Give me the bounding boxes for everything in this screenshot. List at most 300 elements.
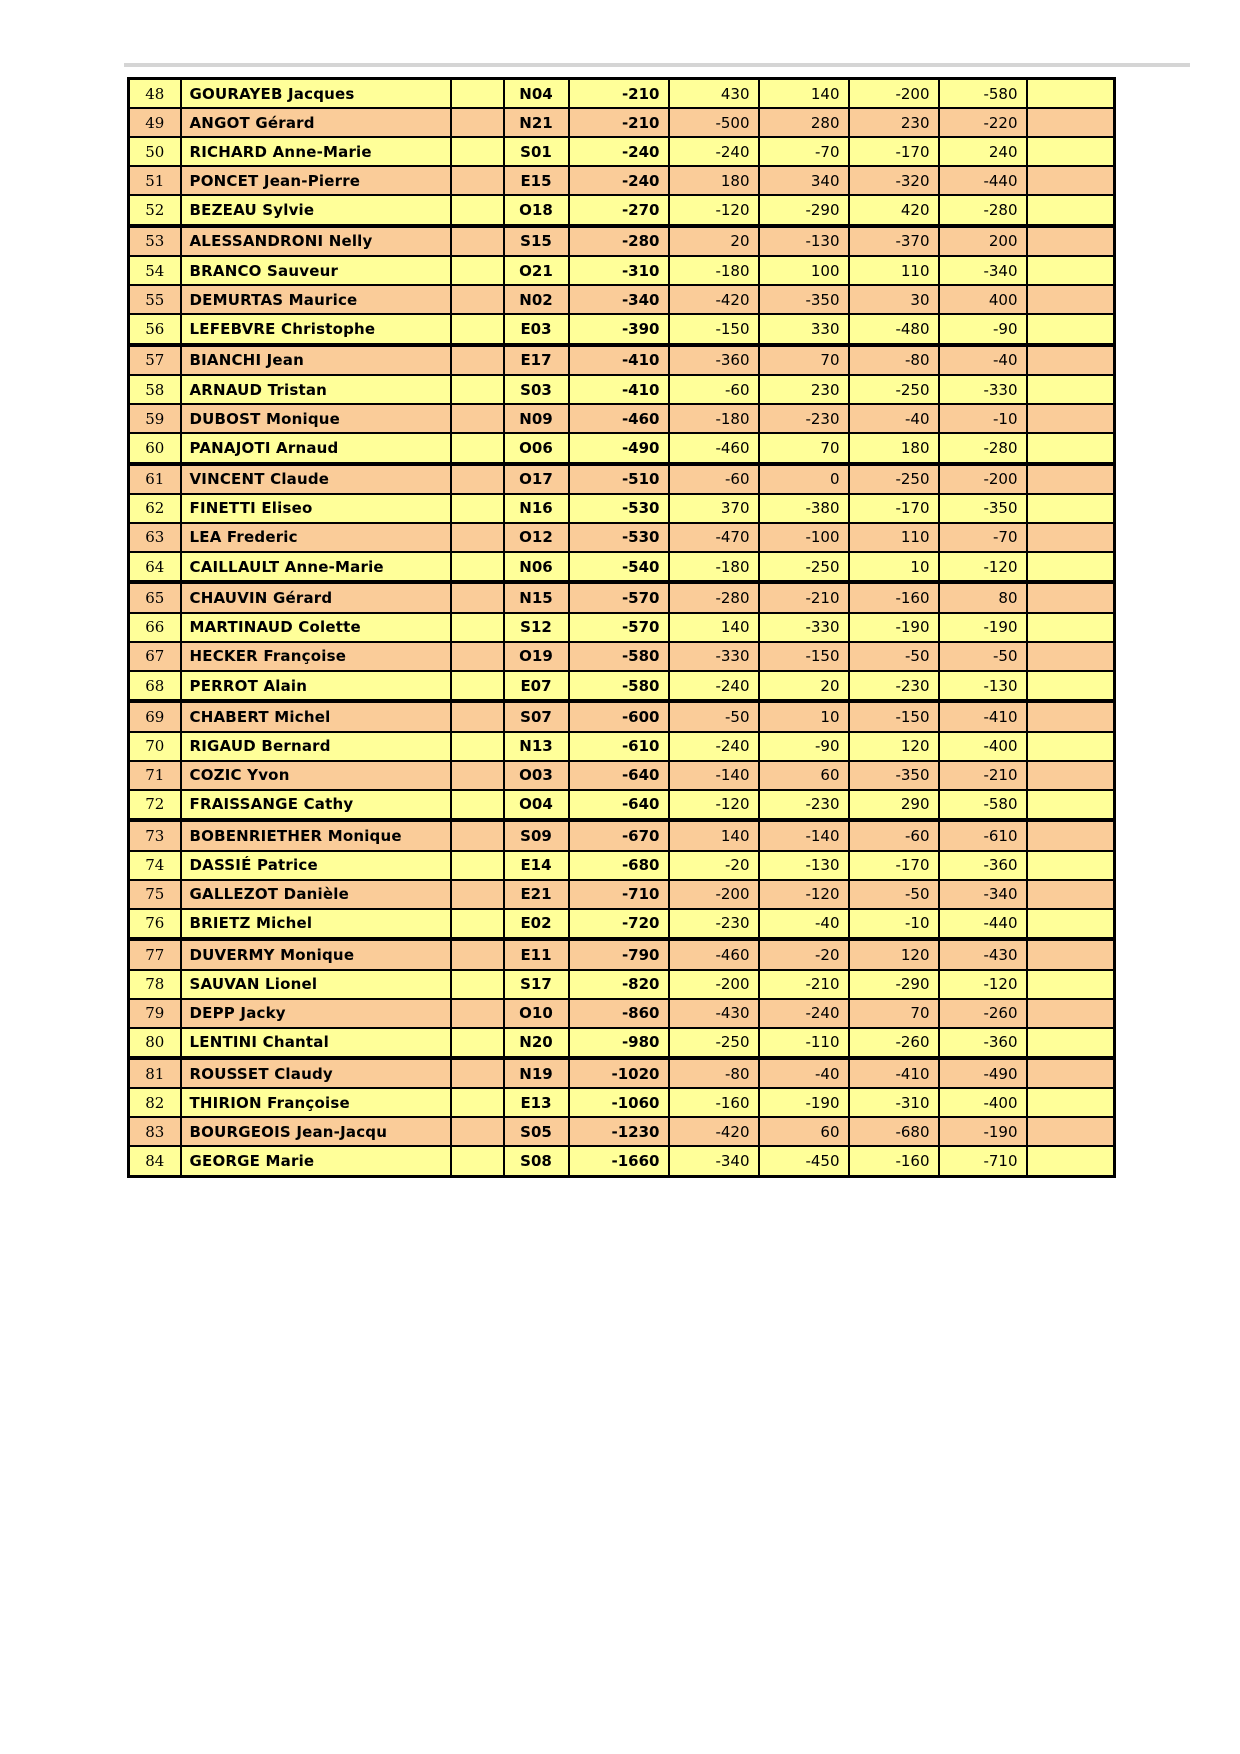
code-cell: O17 xyxy=(504,464,569,494)
name-cell: MARTINAUD Colette xyxy=(181,613,451,642)
club-cell xyxy=(451,464,504,494)
total-cell: -310 xyxy=(569,256,669,285)
score-cell-1: -250 xyxy=(669,1028,759,1058)
club-cell xyxy=(451,790,504,820)
score-cell-4: -360 xyxy=(939,1028,1027,1058)
club-cell xyxy=(451,285,504,314)
code-cell: S12 xyxy=(504,613,569,642)
score-cell-2: -70 xyxy=(759,137,849,166)
score-cell-2: 10 xyxy=(759,701,849,731)
rank-cell: 80 xyxy=(129,1028,181,1058)
rank-cell: 56 xyxy=(129,314,181,344)
total-cell: -820 xyxy=(569,970,669,999)
score-cell-1: 140 xyxy=(669,613,759,642)
table-row xyxy=(129,404,1115,433)
total-cell: -640 xyxy=(569,761,669,790)
club-cell xyxy=(451,1117,504,1146)
rank-cell: 58 xyxy=(129,375,181,404)
club-cell xyxy=(451,613,504,642)
code-cell: O03 xyxy=(504,761,569,790)
score-cell-4: -440 xyxy=(939,166,1027,195)
score-cell-1: -240 xyxy=(669,732,759,761)
extra-cell xyxy=(1027,226,1115,256)
code-cell: O04 xyxy=(504,790,569,820)
table-row xyxy=(129,464,1115,494)
total-cell: -600 xyxy=(569,701,669,731)
club-cell xyxy=(451,523,504,552)
extra-cell xyxy=(1027,820,1115,850)
name-cell: ROUSSET Claudy xyxy=(181,1058,451,1088)
score-cell-4: -440 xyxy=(939,909,1027,939)
score-cell-3: 70 xyxy=(849,999,939,1028)
rank-cell: 53 xyxy=(129,226,181,256)
rank-cell: 63 xyxy=(129,523,181,552)
score-cell-1: 430 xyxy=(669,79,759,109)
extra-cell xyxy=(1027,970,1115,999)
club-cell xyxy=(451,108,504,137)
total-cell: -490 xyxy=(569,433,669,463)
extra-cell xyxy=(1027,613,1115,642)
score-cell-3: 290 xyxy=(849,790,939,820)
rank-cell: 67 xyxy=(129,642,181,671)
rank-cell: 52 xyxy=(129,195,181,225)
code-cell: N16 xyxy=(504,494,569,523)
score-cell-4: -710 xyxy=(939,1146,1027,1176)
score-cell-1: -120 xyxy=(669,790,759,820)
score-cell-1: -140 xyxy=(669,761,759,790)
club-cell xyxy=(451,880,504,909)
page-break-remnant-line xyxy=(124,63,1190,67)
total-cell: -410 xyxy=(569,345,669,375)
score-cell-1: -460 xyxy=(669,939,759,969)
table-row xyxy=(129,582,1115,612)
table-row xyxy=(129,1058,1115,1088)
score-cell-2: -250 xyxy=(759,552,849,582)
table-row xyxy=(129,285,1115,314)
extra-cell xyxy=(1027,137,1115,166)
total-cell: -530 xyxy=(569,494,669,523)
total-cell: -980 xyxy=(569,1028,669,1058)
name-cell: FINETTI Eliseo xyxy=(181,494,451,523)
club-cell xyxy=(451,851,504,880)
club-cell xyxy=(451,256,504,285)
name-cell: DEMURTAS Maurice xyxy=(181,285,451,314)
total-cell: -1230 xyxy=(569,1117,669,1146)
total-cell: -240 xyxy=(569,137,669,166)
score-cell-3: -80 xyxy=(849,345,939,375)
score-cell-4: -50 xyxy=(939,642,1027,671)
total-cell: -240 xyxy=(569,166,669,195)
score-cell-2: 0 xyxy=(759,464,849,494)
club-cell xyxy=(451,195,504,225)
score-cell-1: -60 xyxy=(669,375,759,404)
score-cell-4: -120 xyxy=(939,552,1027,582)
code-cell: S05 xyxy=(504,1117,569,1146)
club-cell xyxy=(451,939,504,969)
score-cell-2: -100 xyxy=(759,523,849,552)
score-cell-3: -170 xyxy=(849,137,939,166)
code-cell: E13 xyxy=(504,1088,569,1117)
total-cell: -1020 xyxy=(569,1058,669,1088)
extra-cell xyxy=(1027,1088,1115,1117)
score-cell-4: -610 xyxy=(939,820,1027,850)
table-row xyxy=(129,851,1115,880)
club-cell xyxy=(451,1058,504,1088)
table-row xyxy=(129,790,1115,820)
score-cell-1: -20 xyxy=(669,851,759,880)
club-cell xyxy=(451,1028,504,1058)
code-cell: E11 xyxy=(504,939,569,969)
code-cell: S07 xyxy=(504,701,569,731)
score-cell-1: -180 xyxy=(669,404,759,433)
score-cell-4: -400 xyxy=(939,1088,1027,1117)
score-cell-1: -430 xyxy=(669,999,759,1028)
club-cell xyxy=(451,820,504,850)
score-cell-1: -420 xyxy=(669,285,759,314)
score-cell-3: 180 xyxy=(849,433,939,463)
name-cell: FRAISSANGE Cathy xyxy=(181,790,451,820)
name-cell: CHABERT Michel xyxy=(181,701,451,731)
name-cell: SAUVAN Lionel xyxy=(181,970,451,999)
name-cell: LEFEBVRE Christophe xyxy=(181,314,451,344)
code-cell: E17 xyxy=(504,345,569,375)
score-cell-1: -50 xyxy=(669,701,759,731)
name-cell: DEPP Jacky xyxy=(181,999,451,1028)
club-cell xyxy=(451,226,504,256)
score-cell-1: -180 xyxy=(669,256,759,285)
score-cell-1: -500 xyxy=(669,108,759,137)
score-cell-1: -420 xyxy=(669,1117,759,1146)
rank-cell: 61 xyxy=(129,464,181,494)
score-cell-2: -130 xyxy=(759,851,849,880)
table-row xyxy=(129,1146,1115,1176)
table-row xyxy=(129,195,1115,225)
score-cell-3: -350 xyxy=(849,761,939,790)
score-cell-3: -50 xyxy=(849,880,939,909)
name-cell: BRANCO Sauveur xyxy=(181,256,451,285)
name-cell: GEORGE Marie xyxy=(181,1146,451,1176)
rank-cell: 48 xyxy=(129,79,181,109)
rank-cell: 77 xyxy=(129,939,181,969)
score-cell-1: -360 xyxy=(669,345,759,375)
table-row xyxy=(129,226,1115,256)
rank-cell: 55 xyxy=(129,285,181,314)
total-cell: -540 xyxy=(569,552,669,582)
rank-cell: 49 xyxy=(129,108,181,137)
score-cell-2: -350 xyxy=(759,285,849,314)
code-cell: E03 xyxy=(504,314,569,344)
score-cell-1: -120 xyxy=(669,195,759,225)
score-cell-4: -280 xyxy=(939,433,1027,463)
score-cell-3: -40 xyxy=(849,404,939,433)
extra-cell xyxy=(1027,494,1115,523)
score-cell-3: 420 xyxy=(849,195,939,225)
extra-cell xyxy=(1027,851,1115,880)
score-cell-2: -40 xyxy=(759,909,849,939)
table-row xyxy=(129,494,1115,523)
score-cell-2: 100 xyxy=(759,256,849,285)
total-cell: -390 xyxy=(569,314,669,344)
score-cell-4: -340 xyxy=(939,256,1027,285)
score-cell-3: 30 xyxy=(849,285,939,314)
score-cell-2: -210 xyxy=(759,582,849,612)
score-cell-3: -250 xyxy=(849,464,939,494)
score-cell-3: 110 xyxy=(849,523,939,552)
score-cell-3: -410 xyxy=(849,1058,939,1088)
total-cell: -580 xyxy=(569,642,669,671)
name-cell: DUBOST Monique xyxy=(181,404,451,433)
code-cell: S03 xyxy=(504,375,569,404)
code-cell: N04 xyxy=(504,79,569,109)
rank-cell: 66 xyxy=(129,613,181,642)
code-cell: N09 xyxy=(504,404,569,433)
score-cell-4: -120 xyxy=(939,970,1027,999)
extra-cell xyxy=(1027,939,1115,969)
score-cell-3: -370 xyxy=(849,226,939,256)
score-cell-2: 330 xyxy=(759,314,849,344)
score-cell-2: -380 xyxy=(759,494,849,523)
score-cell-1: 180 xyxy=(669,166,759,195)
table-row xyxy=(129,79,1115,109)
score-cell-4: -210 xyxy=(939,761,1027,790)
extra-cell xyxy=(1027,404,1115,433)
table-row xyxy=(129,970,1115,999)
table-row xyxy=(129,1088,1115,1117)
score-cell-4: -40 xyxy=(939,345,1027,375)
score-cell-1: -330 xyxy=(669,642,759,671)
rank-cell: 71 xyxy=(129,761,181,790)
score-cell-3: -290 xyxy=(849,970,939,999)
table-row xyxy=(129,701,1115,731)
rank-cell: 70 xyxy=(129,732,181,761)
total-cell: -670 xyxy=(569,820,669,850)
code-cell: S08 xyxy=(504,1146,569,1176)
table-row xyxy=(129,732,1115,761)
extra-cell xyxy=(1027,195,1115,225)
total-cell: -1660 xyxy=(569,1146,669,1176)
score-cell-2: 230 xyxy=(759,375,849,404)
rank-cell: 59 xyxy=(129,404,181,433)
extra-cell xyxy=(1027,642,1115,671)
extra-cell xyxy=(1027,256,1115,285)
extra-cell xyxy=(1027,285,1115,314)
rank-cell: 78 xyxy=(129,970,181,999)
code-cell: S09 xyxy=(504,820,569,850)
score-cell-4: 400 xyxy=(939,285,1027,314)
name-cell: CHAUVIN Gérard xyxy=(181,582,451,612)
rank-cell: 68 xyxy=(129,671,181,701)
score-cell-2: -330 xyxy=(759,613,849,642)
club-cell xyxy=(451,375,504,404)
score-cell-3: -160 xyxy=(849,582,939,612)
score-cell-1: -460 xyxy=(669,433,759,463)
score-cell-2: -230 xyxy=(759,404,849,433)
club-cell xyxy=(451,671,504,701)
score-cell-3: -310 xyxy=(849,1088,939,1117)
total-cell: -210 xyxy=(569,79,669,109)
extra-cell xyxy=(1027,732,1115,761)
code-cell: E07 xyxy=(504,671,569,701)
score-cell-2: -290 xyxy=(759,195,849,225)
rank-cell: 81 xyxy=(129,1058,181,1088)
club-cell xyxy=(451,761,504,790)
score-cell-3: -150 xyxy=(849,701,939,731)
score-cell-1: -240 xyxy=(669,137,759,166)
name-cell: CAILLAULT Anne-Marie xyxy=(181,552,451,582)
code-cell: S01 xyxy=(504,137,569,166)
name-cell: BOURGEOIS Jean-Jacqu xyxy=(181,1117,451,1146)
extra-cell xyxy=(1027,464,1115,494)
score-cell-2: 340 xyxy=(759,166,849,195)
score-cell-4: -400 xyxy=(939,732,1027,761)
rank-cell: 60 xyxy=(129,433,181,463)
total-cell: -460 xyxy=(569,404,669,433)
score-cell-1: -340 xyxy=(669,1146,759,1176)
rank-cell: 64 xyxy=(129,552,181,582)
rank-cell: 76 xyxy=(129,909,181,939)
score-cell-4: 80 xyxy=(939,582,1027,612)
rank-cell: 84 xyxy=(129,1146,181,1176)
table-row xyxy=(129,1117,1115,1146)
score-cell-4: -360 xyxy=(939,851,1027,880)
name-cell: PANAJOTI Arnaud xyxy=(181,433,451,463)
table-row xyxy=(129,909,1115,939)
table-row xyxy=(129,1028,1115,1058)
score-cell-2: 70 xyxy=(759,345,849,375)
score-cell-4: -280 xyxy=(939,195,1027,225)
table-row xyxy=(129,108,1115,137)
extra-cell xyxy=(1027,79,1115,109)
code-cell: E15 xyxy=(504,166,569,195)
score-cell-4: 240 xyxy=(939,137,1027,166)
score-cell-4: -190 xyxy=(939,1117,1027,1146)
score-cell-4: -130 xyxy=(939,671,1027,701)
total-cell: -860 xyxy=(569,999,669,1028)
name-cell: GOURAYEB Jacques xyxy=(181,79,451,109)
rank-cell: 73 xyxy=(129,820,181,850)
score-cell-1: -180 xyxy=(669,552,759,582)
rank-cell: 57 xyxy=(129,345,181,375)
total-cell: -340 xyxy=(569,285,669,314)
score-cell-2: 70 xyxy=(759,433,849,463)
score-cell-2: 60 xyxy=(759,1117,849,1146)
code-cell: N15 xyxy=(504,582,569,612)
code-cell: S15 xyxy=(504,226,569,256)
table-row xyxy=(129,820,1115,850)
code-cell: O12 xyxy=(504,523,569,552)
name-cell: LEA Frederic xyxy=(181,523,451,552)
score-cell-4: -330 xyxy=(939,375,1027,404)
score-cell-3: -200 xyxy=(849,79,939,109)
club-cell xyxy=(451,1146,504,1176)
score-cell-2: -120 xyxy=(759,880,849,909)
score-cell-2: 20 xyxy=(759,671,849,701)
score-cell-2: -190 xyxy=(759,1088,849,1117)
club-cell xyxy=(451,642,504,671)
total-cell: -610 xyxy=(569,732,669,761)
extra-cell xyxy=(1027,909,1115,939)
name-cell: DASSIÉ Patrice xyxy=(181,851,451,880)
club-cell xyxy=(451,404,504,433)
name-cell: RIGAUD Bernard xyxy=(181,732,451,761)
club-cell xyxy=(451,433,504,463)
table-row xyxy=(129,642,1115,671)
code-cell: N21 xyxy=(504,108,569,137)
club-cell xyxy=(451,909,504,939)
code-cell: N19 xyxy=(504,1058,569,1088)
score-cell-3: -190 xyxy=(849,613,939,642)
score-cell-4: -490 xyxy=(939,1058,1027,1088)
club-cell xyxy=(451,79,504,109)
total-cell: -410 xyxy=(569,375,669,404)
rank-cell: 83 xyxy=(129,1117,181,1146)
rank-cell: 51 xyxy=(129,166,181,195)
score-cell-4: -70 xyxy=(939,523,1027,552)
total-cell: -680 xyxy=(569,851,669,880)
rank-cell: 75 xyxy=(129,880,181,909)
code-cell: E21 xyxy=(504,880,569,909)
score-cell-3: 230 xyxy=(849,108,939,137)
score-cell-2: -90 xyxy=(759,732,849,761)
rank-cell: 82 xyxy=(129,1088,181,1117)
table-row xyxy=(129,345,1115,375)
rank-cell: 65 xyxy=(129,582,181,612)
extra-cell xyxy=(1027,375,1115,404)
extra-cell xyxy=(1027,108,1115,137)
total-cell: -570 xyxy=(569,613,669,642)
table-row xyxy=(129,137,1115,166)
code-cell: O18 xyxy=(504,195,569,225)
extra-cell xyxy=(1027,1146,1115,1176)
total-cell: -1060 xyxy=(569,1088,669,1117)
score-cell-1: 20 xyxy=(669,226,759,256)
score-cell-3: -170 xyxy=(849,851,939,880)
extra-cell xyxy=(1027,671,1115,701)
club-cell xyxy=(451,970,504,999)
total-cell: -790 xyxy=(569,939,669,969)
score-cell-2: -20 xyxy=(759,939,849,969)
score-cell-4: -220 xyxy=(939,108,1027,137)
score-cell-3: -680 xyxy=(849,1117,939,1146)
score-cell-2: -130 xyxy=(759,226,849,256)
score-cell-2: -140 xyxy=(759,820,849,850)
rank-cell: 79 xyxy=(129,999,181,1028)
total-cell: -640 xyxy=(569,790,669,820)
score-cell-4: -430 xyxy=(939,939,1027,969)
score-cell-3: -50 xyxy=(849,642,939,671)
score-cell-3: -320 xyxy=(849,166,939,195)
club-cell xyxy=(451,166,504,195)
extra-cell xyxy=(1027,999,1115,1028)
extra-cell xyxy=(1027,523,1115,552)
table-row xyxy=(129,166,1115,195)
extra-cell xyxy=(1027,761,1115,790)
score-cell-1: -200 xyxy=(669,970,759,999)
score-cell-4: -410 xyxy=(939,701,1027,731)
score-cell-3: -170 xyxy=(849,494,939,523)
name-cell: ANGOT Gérard xyxy=(181,108,451,137)
name-cell: PERROT Alain xyxy=(181,671,451,701)
name-cell: COZIC Yvon xyxy=(181,761,451,790)
total-cell: -710 xyxy=(569,880,669,909)
code-cell: E14 xyxy=(504,851,569,880)
club-cell xyxy=(451,494,504,523)
extra-cell xyxy=(1027,552,1115,582)
table-row xyxy=(129,671,1115,701)
extra-cell xyxy=(1027,880,1115,909)
table-row xyxy=(129,433,1115,463)
code-cell: S17 xyxy=(504,970,569,999)
